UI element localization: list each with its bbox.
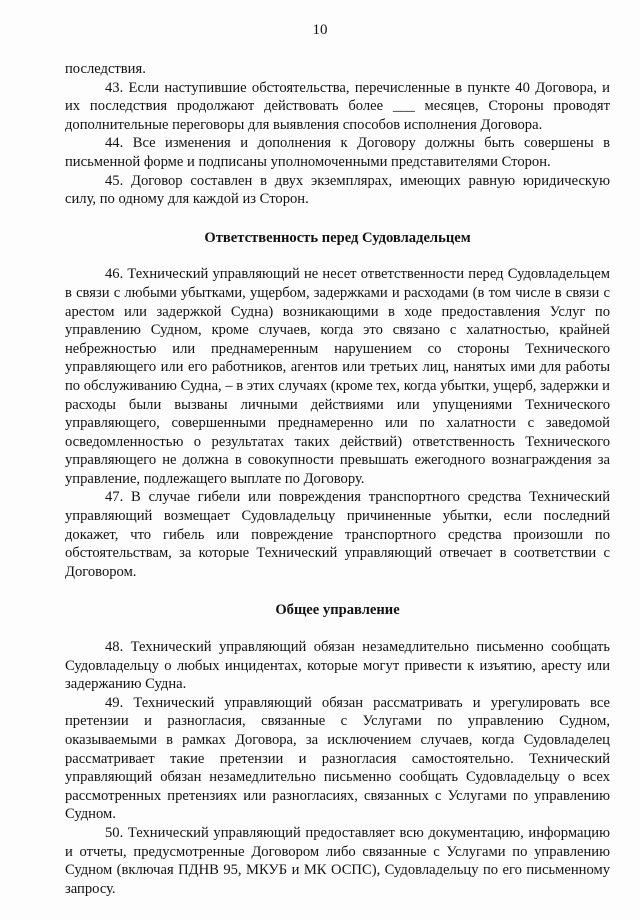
- paragraph-47: 47. В случае гибели или повреждения транспортного средства Технический управляющий возмещает Судовладельцу причиненные убытки, если последний докажет, что гибель или повреждение транспортного средства произошли по обстоятельствам, за которые Технический управляющий отвечает в соответствии с Договором.: [65, 489, 610, 580]
- paragraph-43: 43. Если наступившие обстоятельства, перечисленные в пункте 40 Договора, и их последствия продолжают действовать более ___ месяцев, Стороны проводят дополнительные переговоры для выявления способов исполнения Договора.: [65, 79, 610, 133]
- section-heading-general-management: Общее управление: [275, 602, 400, 619]
- paragraph-44: 44. Все изменения и дополнения к Договору должны быть совершены в письменной форме и подписаны уполномоченными представителями Сторон.: [65, 135, 610, 170]
- paragraph-50: 50. Технический управляющий предоставляет всю документацию, информацию и отчеты, предусмотренные Договором либо связанные с Услугами по управлению Судном (включая ПДНВ 95, МКУБ и МК ОСПС), Судовладельцу по его письменному запросу.: [65, 824, 610, 897]
- document-body: [65, 60, 610, 898]
- page-number: 10: [312, 22, 328, 38]
- paragraph-45: 45. Договор составлен в двух экземплярах, имеющих равную юридическую силу, по одному для каждой из Сторон.: [65, 172, 610, 208]
- paragraph-49: 49. Технический управляющий обязан рассматривать и урегулировать все претензии и разногласия, связанные с Услугами по управлению Судном, оказываемыми в рамках Договора, за исключением случаев, когда Судовладелец рассматривает такие претензии и разногласия самостоятельно. Технический управляющий обязан незамедлительно письменно сообщать Судовладельцу о всех рассмотренных претензиях или разногласиях, связанных с Услугами по управлению Судном.: [65, 694, 610, 823]
- paragraph-continuation: последствия.: [65, 61, 146, 77]
- paragraph-46: 46. Технический управляющий не несет ответственности перед Судовладельцем в связи с любыми убытками, ущербом, задержками и расходами (в том числе в связи с арестом или задержкой Судна) возникающими в ходе предоставления Услуг по управлению Судном, кроме случаев, когда это связано с халатностью, крайней небрежностью или преднамеренным нарушением со стороны Технического управляющего или его работников, агентов или третьих лиц, нанятых ими для работы по обслуживанию Судна, – в этих случаях (кроме тех, когда убытки, ущерб, задержки и расходы были вызваны личными действиями или упущениями Технического управляющего, совершенными преднамеренно или по халатности с заведомой осведомленностью о результатах таких действий) ответственность Технического управляющего не должна в совокупности превышать ежегодного вознаграждения за управление, подлежащего выплате по Договору.: [65, 266, 610, 487]
- section-heading-liability: Ответственность перед Судовладельцем: [204, 229, 471, 246]
- paragraph-48: 48. Технический управляющий обязан незамедлительно письменно сообщать Судовладельцу о любых инцидентах, которые могут привести к изъятию, аресту или задержанию Судна.: [65, 639, 610, 693]
